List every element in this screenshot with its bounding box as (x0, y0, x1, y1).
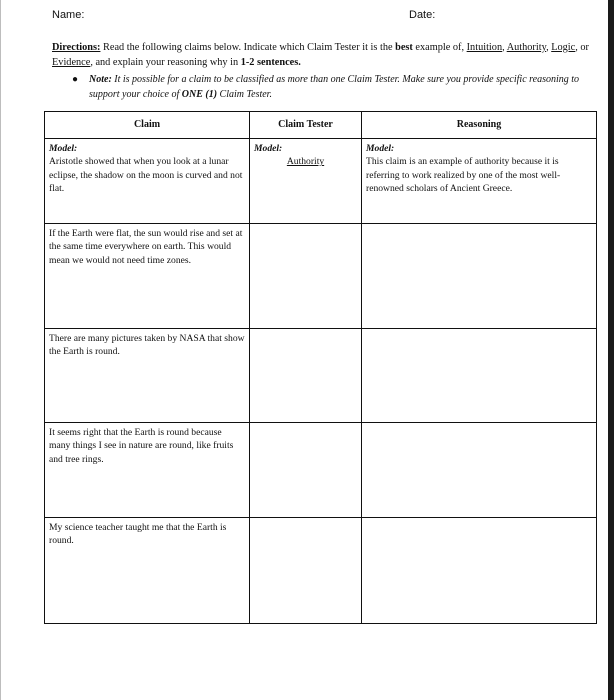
reasoning-input[interactable] (362, 423, 597, 518)
note-bold: ONE (1) (181, 89, 218, 100)
table-row (45, 224, 597, 329)
claim-tester-input[interactable] (250, 224, 362, 329)
model-reasoning-cell (362, 139, 597, 224)
claim-cell: My science teacher taught me that the Earth is round. (45, 518, 250, 624)
reasoning-input[interactable] (362, 518, 597, 624)
model-tester-cell (250, 139, 362, 224)
page-right-edge (608, 0, 614, 700)
note-text-1: It is possible for a claim to be classified as more than one Claim Tester. Make sure you provide specific reasoning to support your choice of (89, 74, 580, 100)
comma-1: , (502, 42, 507, 53)
option-evidence: Evidence (52, 57, 91, 68)
claims-table (44, 111, 597, 624)
date-label: Date: (409, 9, 436, 21)
directions-paragraph (52, 40, 592, 70)
option-intuition: Intuition (466, 42, 503, 53)
directions-best: best (395, 42, 413, 53)
option-logic: Logic (551, 42, 576, 53)
note-text-2: Claim Tester. (217, 89, 272, 100)
claim-cell: There are many pictures taken by NASA that show the Earth is round. (45, 329, 250, 423)
reasoning-input[interactable] (362, 224, 597, 329)
claim-cell: It seems right that the Earth is round because many things I see in nature are round, like fruits and tree rings. (45, 423, 250, 518)
model-row (45, 139, 597, 224)
directions-sentences: 1-2 sentences. (240, 57, 301, 68)
note-paragraph (89, 72, 589, 102)
claim-tester-input[interactable] (250, 518, 362, 624)
table-header-row (45, 112, 597, 139)
directions-text-1: Read the following claims below. Indicate which Claim Tester it is the (100, 42, 396, 53)
model-label: Model: (254, 143, 283, 154)
table-row (45, 423, 597, 518)
page-left-edge (0, 0, 1, 700)
note-label: Note: (89, 74, 112, 85)
claim-cell: If the Earth were flat, the sun would rise and set at the same time everywhere on earth. This would mean we would not need time zones. (45, 224, 250, 329)
model-tester-value: Authority (286, 156, 325, 168)
header-claim: Claim (45, 112, 250, 139)
table-row (45, 329, 597, 423)
bullet-dot: ● (72, 74, 79, 85)
claim-tester-input[interactable] (250, 423, 362, 518)
comma-2: , (546, 42, 552, 53)
directions-text-2: example of, (412, 42, 467, 53)
header-claim-tester: Claim Tester (250, 112, 362, 139)
or-word: , or (575, 42, 589, 53)
header-reasoning: Reasoning (362, 112, 597, 139)
reasoning-input[interactable] (362, 329, 597, 423)
model-label: Model: (366, 143, 395, 154)
directions-text-3: , and explain your reasoning why in (90, 57, 241, 68)
option-authority: Authority (506, 42, 547, 53)
name-label: Name: (52, 9, 85, 21)
directions-lead: Directions: (52, 42, 101, 53)
model-claim-text: Aristotle showed that when you look at a lunar eclipse, the shadow on the moon is curved and not flat. (49, 156, 243, 195)
table-row (45, 518, 597, 624)
claim-tester-input[interactable] (250, 329, 362, 423)
model-reasoning-text: This claim is an example of authority because it is referring to work realized by one of the most well-renowned scholars of Ancient Greece. (366, 156, 561, 195)
model-label: Model: (49, 143, 78, 154)
model-claim-cell (45, 139, 250, 224)
